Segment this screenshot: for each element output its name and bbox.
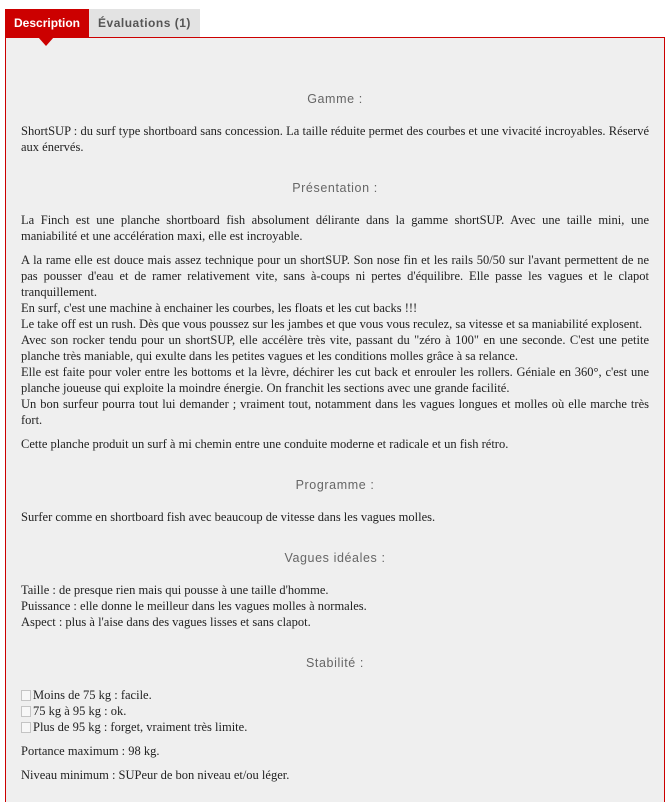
stabilite-item-label: Moins de 75 kg : facile.	[33, 688, 152, 702]
stabilite-item-label: Plus de 95 kg : forget, vraiment très limite.	[33, 720, 248, 734]
presentation-line: A la rame elle est douce mais assez technique pour un shortSUP. Son nose fin et les rails 50/50 sur l'avant permettent de ne pas pousser d'eau et de ramer relativement vite, sans à-coups ni pertes d'équilibre. Elle passe les vagues et le clapot tranquillement.	[21, 253, 649, 299]
gamme-text: ShortSUP : du surf type shortboard sans concession. La taille réduite permet des courbes et une vivacité incroyables. Réservé aux énervés.	[21, 124, 649, 154]
heading-stabilite: Stabilité :	[305, 656, 365, 670]
stabilite-item-label: 75 kg à 95 kg : ok.	[33, 704, 127, 718]
programme-text: Surfer comme en shortboard fish avec beaucoup de vitesse dans les vagues molles.	[21, 510, 436, 524]
checkbox-icon	[21, 722, 31, 733]
presentation-line: Elle est faite pour voler entre les bottoms et la lèvre, déchirer les cut back et enrouler les rollers. Géniale en 360°, c'est une planche joueuse qui exploite la moindre énergie. On franchit les sections avec une grande facilité.	[21, 365, 649, 395]
checkbox-icon	[21, 706, 31, 717]
tab-bar	[5, 9, 200, 37]
vagues-puissance: Puissance : elle donne le meilleur dans les vagues molles à normales.	[21, 599, 367, 613]
presentation-intro: La Finch est une planche shortboard fish absolument délirante dans la gamme shortSUP. Avec une taille mini, une maniabilité et une accélération maxi, elle est incroyable.	[21, 213, 649, 243]
description-panel	[5, 37, 665, 802]
checkbox-icon	[21, 690, 31, 701]
stabilite-item	[21, 687, 649, 703]
heading-programme: Programme :	[295, 478, 375, 492]
vagues-taille: Taille : de presque rien mais qui pousse à une taille d'homme.	[21, 583, 329, 597]
tab-evaluations[interactable]: Évaluations (1)	[89, 9, 200, 37]
presentation-line: Le take off est un rush. Dès que vous poussez sur les jambes et que vous vous reculez, sa vitesse et sa maniabilité explosent.	[21, 317, 643, 331]
presentation-line: Avec son rocker tendu pour un shortSUP, elle accélère très vite, passant du "zéro à 100" en une seconde. C'est une petite planche très maniable, qui exulte dans les petites vagues et les conditions molles grâce à sa relance.	[21, 333, 649, 363]
heading-vagues: Vagues idéales :	[284, 551, 386, 565]
vagues-aspect: Aspect : plus à l'aise dans des vagues lisses et sans clapot.	[21, 615, 311, 629]
stabilite-item	[21, 703, 649, 719]
niveau-text: Niveau minimum : SUPeur de bon niveau et/ou léger.	[21, 768, 290, 782]
stabilite-list	[21, 687, 649, 735]
presentation-conclusion: Cette planche produit un surf à mi chemin entre une conduite moderne et radicale et un fish rétro.	[21, 437, 509, 451]
presentation-line: Un bon surfeur pourra tout lui demander ; vraiment tout, notamment dans les vagues longues et molles où elle marche très fort.	[21, 397, 649, 427]
heading-presentation: Présentation :	[292, 181, 378, 195]
presentation-line: En surf, c'est une machine à enchainer les courbes, les floats et les cut backs !!!	[21, 301, 418, 315]
presentation-details	[21, 252, 649, 428]
tab-description[interactable]: Description	[5, 9, 89, 37]
vagues-list	[21, 582, 649, 630]
heading-gamme: Gamme :	[307, 92, 363, 106]
portance-text: Portance maximum : 98 kg.	[21, 744, 160, 758]
stabilite-item	[21, 719, 649, 735]
